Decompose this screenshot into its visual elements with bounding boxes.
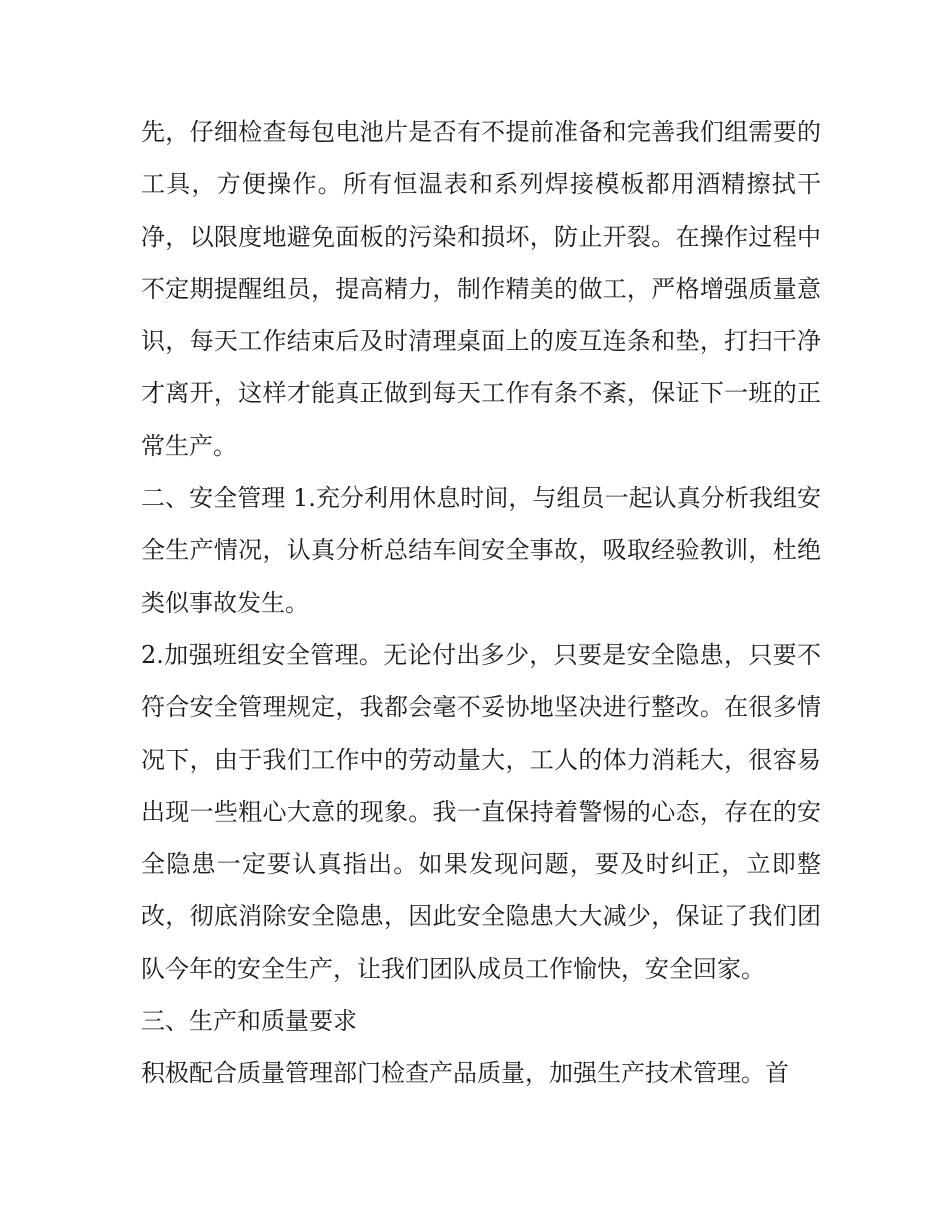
paragraph-quality-inspection: 积极配合质量管理部门检查产品质量，加强生产技术管理。首 xyxy=(141,1059,789,1088)
paragraph-safety-management-1: 二、安全管理 1.充分利用休息时间，与组员一起认真分析我组安全生产情况，认真分析总结车间安全事故，吸取经验教训，杜绝类似事故发生。 xyxy=(141,484,821,617)
paragraph-production-prep: 先，仔细检查每包电池片是否有不提前准备和完善我们组需要的工具，方便操作。所有恒温表和系列焊接模板都用酒精擦拭干净，以限度地避免面板的污染和损坏，防止开裂。在操作过程中不定期提醒组员，提高精力，制作精美的做工，严格增强质量意识，每天工作结束后及时清理桌面上的废互连条和垫，打扫干净才离开，这样才能真正做到每天工作有条不紊，保证下一班的正常生产。 xyxy=(141,118,821,460)
paragraph-safety-management-2: 2.加强班组安全管理。无论付出多少，只要是安全隐患，只要不符合安全管理规定，我都会毫不妥协地坚决进行整改。在很多情况下，由于我们工作中的劳动量大，工人的体力消耗大，很容易出现一些粗心大意的现象。我一直保持着警惕的心态，存在的安全隐患一定要认真指出。如果发现问题，要及时纠正，立即整改，彻底消除安全隐患，因此安全隐患大大减少，保证了我们团队今年的安全生产，让我们团队成员工作愉快，安全回家。 xyxy=(141,640,821,983)
section-heading-production-quality: 三、生产和质量要求 xyxy=(141,1007,357,1036)
document-body xyxy=(141,106,821,1100)
